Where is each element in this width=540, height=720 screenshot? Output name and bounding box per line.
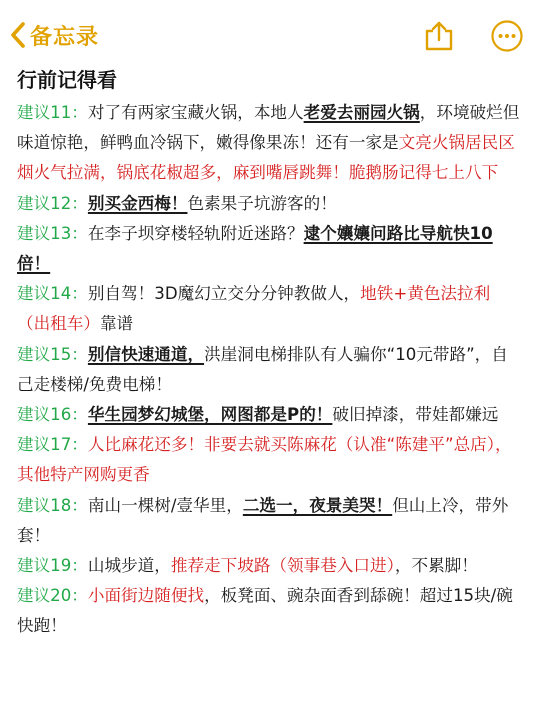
suggestion-text: ，不累脚！ <box>394 556 478 576</box>
suggestion-text: 山城步道， <box>87 556 171 576</box>
suggestion-item <box>17 189 523 219</box>
chevron-left-icon <box>8 20 28 50</box>
highlight-text: 文亮火锅居民区烟火气拉满，锅底花椒超多，麻到嘴唇跳舞！脆鹅肠记得七上八下 <box>17 133 515 183</box>
suggestion-label: 建议17： <box>17 435 88 455</box>
suggestion-label: 建议13： <box>17 223 88 243</box>
emphasis-text: 华生园梦幻城堡，网图都是P的！ <box>87 405 333 425</box>
suggestion-text: 别自驾！3D魔幻立交分分钟教做人， <box>87 284 361 304</box>
suggestion-label: 建议12： <box>17 193 88 213</box>
emphasis-text: 逮个孃孃问路比导航快10倍！ <box>17 223 493 274</box>
suggestion-text: 南山一棵树/壹华里， <box>87 495 243 515</box>
more-button[interactable] <box>490 19 524 57</box>
emphasis-text: 别买金西梅！ <box>87 193 188 213</box>
suggestion-item <box>17 491 523 551</box>
suggestion-label: 建议19： <box>17 556 88 576</box>
suggestion-item <box>17 581 523 641</box>
suggestion-text: 洪崖洞电梯排队有人骗你“10元带路”，自己走楼梯/免费电梯！ <box>17 344 508 394</box>
highlight-text: 地铁+黄色法拉利（出租车） <box>17 284 491 334</box>
note-body[interactable] <box>17 98 523 642</box>
suggestion-text: 对了有两家宝藏火锅，本地人 <box>87 103 304 122</box>
suggestion-item <box>17 400 523 430</box>
suggestion-item <box>17 98 523 189</box>
suggestion-label: 建议14： <box>17 284 88 304</box>
highlight-text: 人比麻花还多！非要去就买陈麻花（认准“陈建平”总店），其他特产网购更香 <box>17 435 512 485</box>
suggestion-text: ，板凳面、豌杂面香到舔碗！超过15块/碗快跑！ <box>17 586 513 636</box>
suggestion-text: ，环境破烂但味道惊艳，鲜鸭血冷锅下，嫩得像果冻！还有一家是 <box>17 103 520 153</box>
share-button[interactable] <box>424 20 454 56</box>
suggestion-label: 建议11： <box>17 103 88 122</box>
suggestion-text: 色素果子坑游客的！ <box>187 193 337 213</box>
back-button[interactable] <box>8 18 99 52</box>
more-icon <box>490 19 524 53</box>
suggestion-label: 建议16： <box>17 405 88 425</box>
share-icon <box>424 20 454 52</box>
suggestion-item <box>17 340 523 400</box>
back-label: 备忘录 <box>30 24 100 50</box>
emphasis-text: 别信快速通道， <box>87 344 205 364</box>
highlight-text: 推荐走下坡路（领事巷入口进） <box>170 556 395 576</box>
suggestion-item <box>17 551 523 581</box>
suggestion-item <box>17 219 523 279</box>
suggestion-item <box>17 430 523 490</box>
navigation-bar <box>0 0 540 62</box>
suggestion-label: 建议15： <box>17 344 88 364</box>
suggestion-item <box>17 279 523 339</box>
emphasis-text: 老爱去丽园火锅 <box>303 103 420 122</box>
highlight-text: 小面街边随便找 <box>87 586 205 606</box>
emphasis-text: 二选一，夜景美哭！ <box>242 495 393 515</box>
suggestion-text: 但山上冷，带外套！ <box>17 495 509 545</box>
suggestion-label: 建议20： <box>17 586 88 606</box>
suggestion-text: 在李子坝穿楼轻轨附近迷路？ <box>87 223 304 243</box>
suggestion-text: 破旧掉漆，带娃都嫌远 <box>332 405 499 425</box>
suggestion-label: 建议18： <box>17 495 88 515</box>
note-title: 行前记得看 <box>17 68 117 92</box>
suggestion-text: 靠谱 <box>99 314 134 334</box>
